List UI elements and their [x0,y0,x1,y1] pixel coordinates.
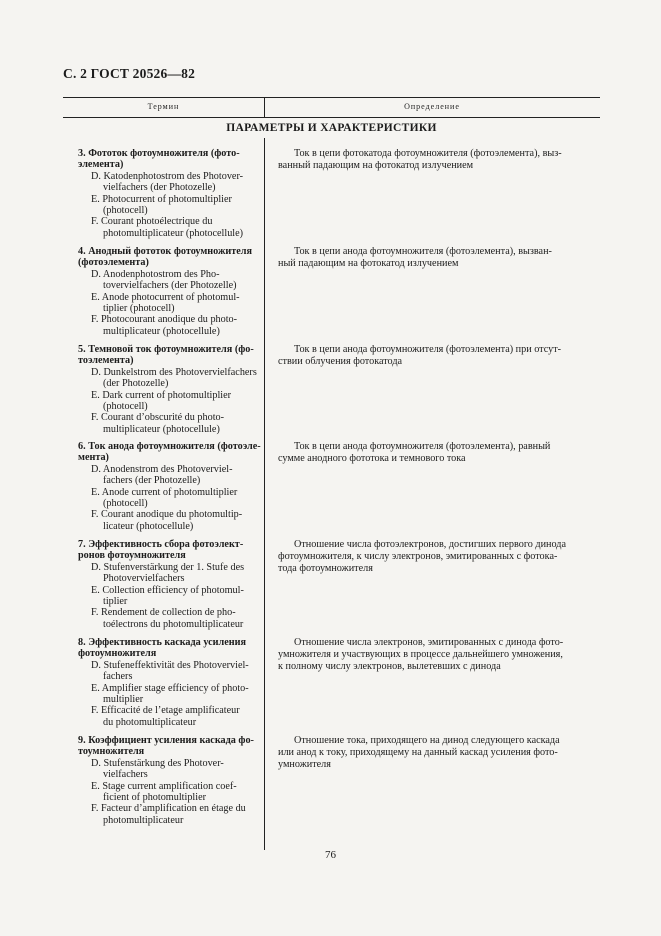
term-translation-line: E. Dark current of photomultiplier [91,389,232,401]
term-translation-line: E. Stage current amplification coef- [91,780,237,792]
term-translation-line: (photocell) [103,205,148,217]
term-translation-line: E. Anode photocurrent of photomul- [91,291,240,303]
term-translation-line: F. Facteur d’amplification en étage du [91,803,246,815]
definition-line: тода фотоумножителя [278,563,373,575]
term-translation-line: E. Amplifier stage efficiency of photo- [91,682,249,694]
definition-line: или анод к току, приходящему на данный каскад усиления фото- [278,747,558,759]
term-translation-line: tovervielfachers (der Photozelle) [103,280,237,292]
term-name-line: 8. Эффективность каскада усиления [78,637,246,648]
term-entry [78,246,264,337]
term-translation-line: multiplier [103,694,144,706]
definition-line: ствии облучения фотокатода [278,356,403,368]
term-translation-line: E. Anode current of photomultiplier [91,486,238,498]
term-entry [78,637,264,728]
definition-line: Отношение тока, приходящего на динод следующего каскада [294,735,560,746]
definition-entry [278,148,599,172]
term-translation-line: tiplier (photocell) [103,303,175,315]
page-header: С. 2 ГОСТ 20526—82 [63,66,196,81]
definition-entry [278,344,599,368]
definition-line: ванный падающим на фотокатод излучением [278,160,474,172]
definition-line: к полному числу электронов, вылетевших с динода [278,661,501,673]
term-translation-line: E. Collection efficiency of photomul- [91,584,244,596]
term-translation-line: F. Photocourant anodique du photo- [91,314,238,326]
term-translation-line: (photocell) [103,401,148,413]
term-entry [78,735,264,826]
term-translation-line: D. Stufeneffektivität des Photoverviel- [91,659,249,671]
term-translation-line: multiplicateur (photocellule) [103,325,220,337]
term-translation-line: D. Anodenphotostrom des Pho- [91,268,220,280]
term-name-line: 5. Темновой ток фотоумножителя (фо- [78,344,254,355]
definition-entry [278,441,599,465]
definition-line: умножителя [278,759,331,771]
definition-entry [278,735,599,772]
term-translation-line: vielfachers [103,769,148,781]
term-translation-line: photomultiplicateur [103,814,184,826]
definition-line: Отношение числа фотоэлектронов, достигших первого динода [294,539,566,550]
term-translation-line: ficient of photomultiplier [103,792,206,804]
definition-line: фотоумножителя, к числу электронов, эмитированных с фотока- [278,551,558,563]
term-translation-line: fachers [103,671,133,683]
term-name-line: 4. Анодный фототок фотоумножителя [78,246,253,257]
term-name-line: 7. Эффективность сбора фотоэлект- [78,539,244,550]
term-name-line: мента) [78,452,109,464]
term-translation-line: F. Courant anodique du photomultip- [91,509,243,521]
term-entry [78,148,264,239]
term-translation-line: toélectrons du photomultiplicateur [103,618,244,630]
column-header-definition: Определение [404,102,460,111]
term-translation-line: F. Courant photoélectrique du [91,216,213,228]
definition-line: Ток в цепи анода фотоумножителя (фотоэлемента), равный [294,441,551,452]
term-name-line: 6. Ток анода фотоумножителя (фотоэле- [78,441,261,452]
term-translation-line: F. Efficacité de l’etage amplificateur [91,705,240,717]
term-translation-line: (der Photozelle) [103,378,169,390]
term-translation-line: D. Stufenstärkung des Photover- [91,757,224,769]
term-entry [78,539,264,630]
term-translation-line: D. Katodenphotostrom des Photover- [91,170,244,182]
term-translation-line: licateur (photocellule) [103,520,194,532]
term-name-line: 9. Коэффициент усиления каскада фо- [78,735,254,746]
term-name-line: (фотоэлемента) [78,257,149,269]
term-translation-line: fachers (der Photozelle) [103,475,201,487]
page-number: 76 [325,849,336,861]
term-translation-line: photomultiplicateur (photocellule) [103,227,244,239]
term-name-line: ронов фотоумножителя [78,550,186,562]
body-column-separator [264,138,265,850]
term-name-line: элемента) [78,159,124,171]
term-name-line: фотоумножителя [78,648,157,660]
term-translation-line: E. Photocurrent of photomultiplier [91,193,232,205]
term-translation-line: vielfachers (der Photozelle) [103,182,216,194]
term-name-line: тоумножителя [78,746,145,758]
term-translation-line: D. Dunkelstrom des Photovervielfachers [91,366,257,378]
term-entry [78,344,264,435]
column-header-term: Термин [147,102,180,111]
term-translation-line: D. Anodenstrom des Photoverviel- [91,463,233,475]
definition-line: Ток в цепи анода фотоумножителя (фотоэлемента) при отсут- [294,344,562,355]
definition-entry [278,246,599,270]
term-translation-line: F. Rendement de collection de pho- [91,607,236,619]
term-entry [78,441,264,532]
term-translation-line: D. Stufenverstärkung der 1. Stufe des [91,561,245,573]
term-translation-line: (photocell) [103,498,148,510]
definition-line: Отношение числа электронов, эмитированных с динода фото- [294,637,564,648]
term-translation-line: Photovervielfachers [103,573,185,585]
definition-line: Ток в цепи анода фотоумножителя (фотоэлемента), вызван- [294,246,552,257]
term-translation-line: tiplier [103,596,128,608]
definition-line: умножителя и участвующих в процессе дальнейшего умножения, [278,649,563,661]
table-top-rule [63,97,600,98]
definition-line: ный падающим на фотокатод излучением [278,258,459,270]
term-name-line: 3. Фототок фотоумножителя (фото- [78,148,240,159]
term-translation-line: F. Courant d’obscurité du photo- [91,412,225,424]
table-header-rule [63,117,600,118]
section-title: ПАРАМЕТРЫ И ХАРАКТЕРИСТИКИ [226,122,437,134]
definition-line: сумме анодного фототока и темнового тока [278,453,466,465]
term-translation-line: multiplicateur (photocellule) [103,423,220,435]
definition-entry [278,637,599,674]
definition-line: Ток в цепи фотокатода фотоумножителя (фотоэлемента), выз- [294,148,562,159]
term-name-line: тоэлемента) [78,355,134,367]
term-translation-line: du photomultiplicateur [103,716,197,728]
definition-entry [278,539,599,576]
